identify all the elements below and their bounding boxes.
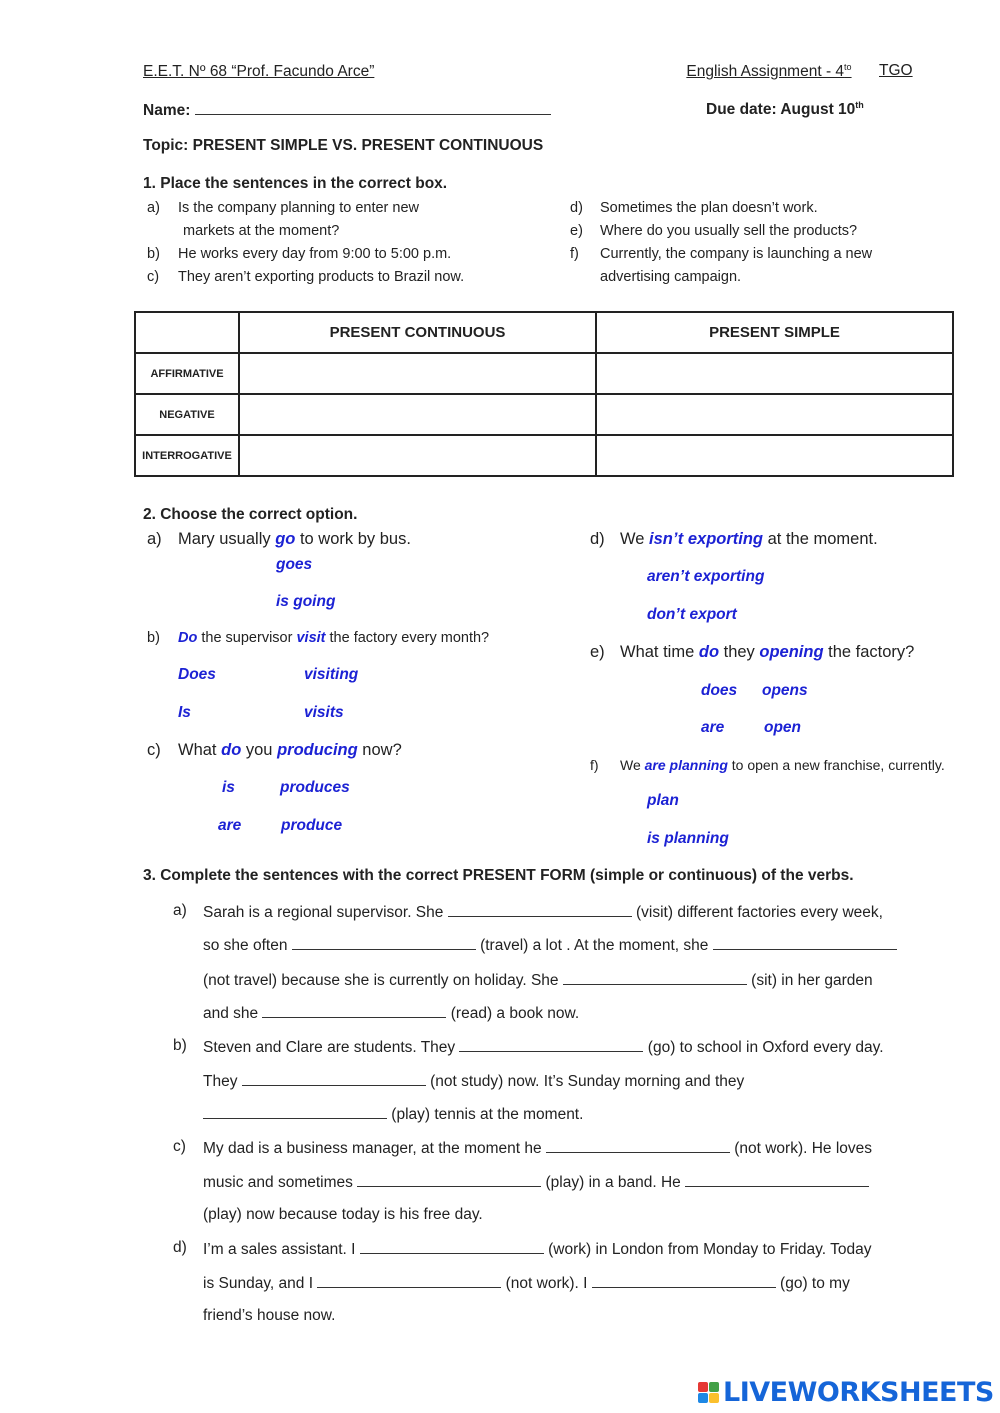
ex1-item-e-text: Where do you usually sell the products? [600, 223, 858, 239]
ex2-e-sentence: What time do they opening the factory? [620, 643, 915, 661]
ex2-b-sentence: Do the supervisor visit the factory every month? [178, 630, 490, 646]
ex3-a-line-2: so she often (travel) a lot . At the moment, she [203, 935, 897, 955]
ex1-item-a: a) [147, 200, 160, 216]
ex3-c-blank-1[interactable] [546, 1138, 730, 1153]
ex1-item-f-text: Currently, the company is launching a new [600, 246, 873, 262]
ex3-b-letter: b) [173, 1037, 187, 1054]
row-interrogative: INTERROGATIVE [135, 435, 239, 476]
ex2-a [147, 530, 162, 549]
table-corner [135, 312, 239, 353]
assignment-group: TGO [879, 62, 913, 79]
ex2-d-sentence: We isn’t exporting at the moment. [620, 530, 878, 548]
ex3-c-line-2: music and sometimes (play) in a band. He [203, 1172, 869, 1192]
ex2-a-choice[interactable]: go [275, 530, 296, 548]
ex2-c-option-1a[interactable]: is [222, 779, 235, 796]
ex2-c-sentence: What do you producing now? [178, 741, 402, 759]
ex3-d-line-3: friend’s house now. [203, 1307, 336, 1324]
ex2-c-option-1b[interactable]: produces [280, 779, 350, 796]
cell-affirmative-simple[interactable] [596, 353, 953, 394]
ex3-d-blank-2[interactable] [317, 1273, 501, 1288]
ex2-b-choice-1[interactable]: Do [178, 630, 198, 646]
ex2-d-choice[interactable]: isn’t exporting [649, 530, 764, 548]
ex3-a-line-4: and she (read) a book now. [203, 1005, 580, 1022]
col-present-continuous: PRESENT CONTINUOUS [239, 312, 596, 353]
ex3-d-line-2: is Sunday, and I (not work). I (go) to my [203, 1275, 850, 1292]
ex3-a-letter: a) [173, 902, 187, 919]
ex2-c-option-2a[interactable]: are [218, 817, 242, 834]
topic: Topic: PRESENT SIMPLE VS. PRESENT CONTINUOUS [143, 137, 544, 154]
ex2-b-choice-2[interactable]: visit [296, 630, 326, 646]
ex3-c-line-3: (play) now because today is his free day. [203, 1206, 483, 1223]
ex1-item-d: d) [570, 200, 583, 216]
ex3-d-line-1: I’m a sales assistant. I (work) in London from Monday to Friday. Today [203, 1241, 872, 1258]
due-date [706, 100, 864, 119]
ex1-title: 1. Place the sentences in the correct box. [143, 175, 448, 192]
row-affirmative: AFFIRMATIVE [135, 353, 239, 394]
ex3-c-letter: c) [173, 1138, 186, 1155]
cell-interrogative-continuous[interactable] [239, 435, 596, 476]
ex2-a-sentence: Mary usually go to work by bus. [178, 530, 411, 548]
ex2-a-letter: a) [147, 530, 162, 548]
cell-affirmative-continuous[interactable] [239, 353, 596, 394]
ex2-e-choice-2[interactable]: opening [759, 643, 824, 661]
cell-negative-continuous[interactable] [239, 394, 596, 435]
ex1-item-d-text: Sometimes the plan doesn’t work. [600, 200, 818, 216]
ex3-d-letter: d) [173, 1239, 187, 1256]
school-name: E.E.T. Nº 68 “Prof. Facundo Arce” [143, 63, 375, 81]
ex1-item-e: e) [570, 223, 583, 239]
cell-negative-simple[interactable] [596, 394, 953, 435]
ex3-a-blank-1[interactable] [448, 902, 632, 917]
ex2-f-sentence: We are planning to open a new franchise, currently. [620, 757, 945, 773]
ex2-b-option-2a[interactable]: Is [178, 704, 191, 721]
ex2-e-letter: e) [590, 643, 605, 661]
ex3-c-blank-3[interactable] [685, 1172, 869, 1187]
ex2-c-option-2b[interactable]: produce [281, 817, 343, 834]
sorting-table [134, 311, 954, 477]
ex2-b-letter: b) [147, 630, 160, 646]
due-date-label: Due date: August 10 [706, 101, 856, 119]
ex2-f-option-1[interactable]: plan [647, 792, 679, 809]
ex2-e-choice-1[interactable]: do [698, 643, 720, 661]
ex2-f-option-2[interactable]: is planning [647, 830, 729, 847]
ex3-a-blank-5[interactable] [262, 1003, 446, 1018]
ex2-a-option-1[interactable]: goes [276, 556, 313, 573]
ex2-b-option-1a[interactable]: Does [178, 666, 216, 683]
col-present-simple: PRESENT SIMPLE [596, 312, 953, 353]
assignment-title: English Assignment - 4 [686, 63, 845, 81]
ex3-b-line-1: Steven and Clare are students. They (go) to school in Oxford every day. [203, 1039, 884, 1056]
name-input[interactable] [195, 100, 551, 115]
name-row [143, 100, 551, 120]
ex2-e-option-2b[interactable]: open [764, 719, 802, 736]
ex2-d-option-2[interactable]: don’t export [647, 606, 737, 623]
row-negative: NEGATIVE [135, 394, 239, 435]
ex2-b-option-2b[interactable]: visits [304, 704, 344, 721]
ex3-a-line-1: Sarah is a regional supervisor. She (visit) different factories every week, [203, 904, 883, 921]
ex1-item-b: b) [147, 246, 160, 262]
ex1-item-b-text: He works every day from 9:00 to 5:00 p.m. [178, 246, 452, 262]
ex1-item-a-cont: markets at the moment? [183, 223, 340, 239]
ex2-f-choice[interactable]: are planning [644, 757, 728, 773]
ex2-a-option-2[interactable]: is going [276, 593, 336, 610]
header-rule [143, 62, 852, 81]
ex1-item-c: c) [147, 269, 160, 285]
ex2-title: 2. Choose the correct option. [143, 506, 358, 523]
ex3-a-blank-4[interactable] [563, 970, 747, 985]
ex3-a-line-3: (not travel) because she is currently on holiday. She (sit) in her garden [203, 972, 873, 989]
ex2-c-letter: c) [147, 741, 161, 759]
ex3-b-blank-1[interactable] [459, 1037, 643, 1052]
ex2-c-choice-1[interactable]: do [221, 741, 242, 759]
ex3-c-line-1: My dad is a business manager, at the moment he (not work). He loves [203, 1140, 873, 1157]
ex2-b-option-1b[interactable]: visiting [304, 666, 359, 683]
ex3-b-line-3: (play) tennis at the moment. [203, 1104, 583, 1124]
ex2-e-option-2a[interactable]: are [701, 719, 725, 736]
ex2-c-choice-2[interactable]: producing [277, 741, 358, 759]
ex3-c-blank-2[interactable] [357, 1172, 541, 1187]
ex2-f-letter: f) [590, 757, 599, 773]
ex2-e-option-1b[interactable]: opens [762, 682, 808, 699]
ex3-b-blank-3[interactable] [203, 1104, 387, 1119]
logo-mark-icon [698, 1382, 720, 1404]
ex3-b-blank-2[interactable] [242, 1071, 426, 1086]
liveworksheets-logo [698, 1377, 994, 1408]
assignment-sup: to [844, 62, 852, 72]
ex1-item-f: f) [570, 246, 579, 262]
cell-interrogative-simple[interactable] [596, 435, 953, 476]
ex1-item-c-text: They aren’t exporting products to Brazil now. [178, 269, 465, 285]
ex3-b-line-2: They (not study) now. It’s Sunday morning and they [203, 1073, 745, 1090]
ex3-a-blank-3[interactable] [713, 935, 897, 950]
ex2-e-option-1a[interactable]: does [701, 682, 738, 699]
ex1-item-a-text: Is the company planning to enter new [178, 200, 420, 216]
ex3-d-blank-1[interactable] [360, 1239, 544, 1254]
ex3-d-blank-3[interactable] [592, 1273, 776, 1288]
name-label: Name: [143, 102, 191, 119]
ex3-title: 3. Complete the sentences with the correct PRESENT FORM (simple or continuous) of the verbs. [143, 867, 854, 884]
ex3-a-blank-2[interactable] [292, 935, 476, 950]
logo-text: LIVEWORKSHEETS [723, 1377, 994, 1408]
due-date-sup: th [855, 100, 864, 110]
ex2-d-letter: d) [590, 530, 605, 548]
ex2-d-option-1[interactable]: aren’t exporting [647, 568, 765, 585]
ex1-item-f-cont: advertising campaign. [600, 269, 742, 285]
